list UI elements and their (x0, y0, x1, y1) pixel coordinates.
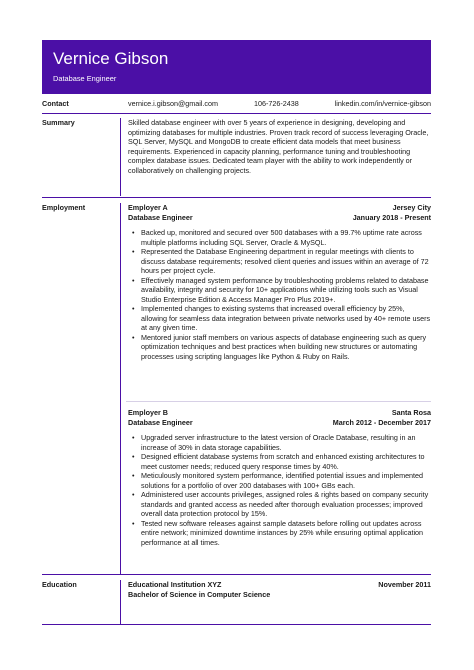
education-entry (128, 580, 431, 599)
job-location: Jersey City (392, 203, 431, 212)
list-item: • Mentored junior staff members on various aspects of database engineering such as query optimization techniques and best practices when building new structures or automating processes using scripting languages like Python & Ruby on Rails. (132, 333, 431, 362)
list-item: • Upgraded server infrastructure to the latest version of Oracle Database, resulting in an increase of 30% in data storage capabilities. (132, 433, 431, 452)
list-item: • Backed up, monitored and secured over 500 databases with a 99.7% uptime rate across multiple platforms including SQL Server, Oracle & MySQL. (132, 228, 431, 247)
job-entry (128, 203, 431, 361)
list-item: • Meticulously monitored system performance, identified potential issues and implemented solutions for a portfolio of over 200 databases with 100+ GBs each. (132, 471, 431, 490)
job-title: Database Engineer (128, 417, 193, 427)
list-item: • Tested new software releases against sample datasets before rolling out updates across entire network; minimized downtime instances by 25% while ensuring optimal application performance at all times. (132, 519, 431, 548)
employer-name: Employer A (128, 203, 168, 212)
job-entry (128, 408, 431, 547)
summary-label: Summary (42, 118, 75, 127)
list-item: • Administered user accounts privileges, assigned roles & rights based on company security standards and granted access as needed after thorough evaluation processes; improved overall data protection protocol by 15%. (132, 490, 431, 519)
list-item: • Represented the Database Engineering department in regular meetings with clients to discuss database requirements; resolved client queries and issues within an average of 72 hours per project cycle. (132, 247, 431, 276)
summary-divider (42, 197, 431, 198)
job-bullets (128, 433, 431, 547)
education-divider (42, 624, 431, 625)
employer-name: Employer B (128, 408, 168, 417)
resume-header (42, 40, 431, 94)
phone-number: 106-726-2438 (253, 99, 299, 108)
summary-vline (120, 118, 121, 196)
summary-text: Skilled database engineer with over 5 years of experience in designing, developing and optimizing databases for multiple industries. Proven track record of success leveraging Oracle, SQL Server, MySQL and MongoDB to create efficient data models that meet business requirements. Experienced in capacity planning, performance tuning and troubleshooting complex database issues. Dedicated team player with the ability to work independently or collaboratively on challenging projects. (128, 118, 429, 175)
degree-name: Bachelor of Science in Computer Science (128, 589, 271, 599)
job-bullets (128, 228, 431, 361)
summary-section (42, 118, 431, 196)
job-dates: March 2012 - December 2017 (332, 417, 431, 427)
contact-label: Contact (42, 99, 69, 108)
contact-row (128, 99, 431, 109)
list-item: • Effectively managed system performance by troubleshooting problems related to database availability, integrity and security for 10+ applications while utilizing tools such as Visual Studio Enterprise Edition & Access Manager Pro Plus 2019+. (132, 276, 431, 305)
institution-name: Educational Institution XYZ (128, 580, 222, 589)
candidate-name: Vernice Gibson (53, 49, 169, 68)
education-section (42, 580, 431, 624)
education-vline (120, 580, 121, 624)
employment-divider (42, 574, 431, 575)
job-location: Santa Rosa (391, 408, 431, 417)
contact-section (42, 99, 431, 114)
job-divider (126, 401, 431, 402)
contact-divider (42, 113, 431, 114)
employment-section (42, 203, 431, 575)
list-item: • Implemented changes to existing systems that increased overall efficiency by 25%, allowing for seamless data integration between private networks used by 40+ remote users at any given time. (132, 304, 431, 333)
job-title: Database Engineer (128, 212, 193, 222)
job-dates: January 2018 - Present (352, 212, 431, 222)
linkedin-link[interactable]: linkedin.com/in/vernice-gibson (334, 99, 431, 108)
employment-label: Employment (42, 203, 86, 212)
employment-vline (120, 203, 121, 574)
education-date: November 2011 (378, 580, 431, 589)
list-item: • Designed efficient database systems from scratch and enhanced existing architectures to meet customer needs; reduced query response times by 40%. (132, 452, 431, 471)
education-label: Education (42, 580, 77, 589)
email-link[interactable]: vernice.i.gibson@gmail.com (128, 99, 218, 108)
candidate-role: Database Engineer (53, 74, 117, 83)
